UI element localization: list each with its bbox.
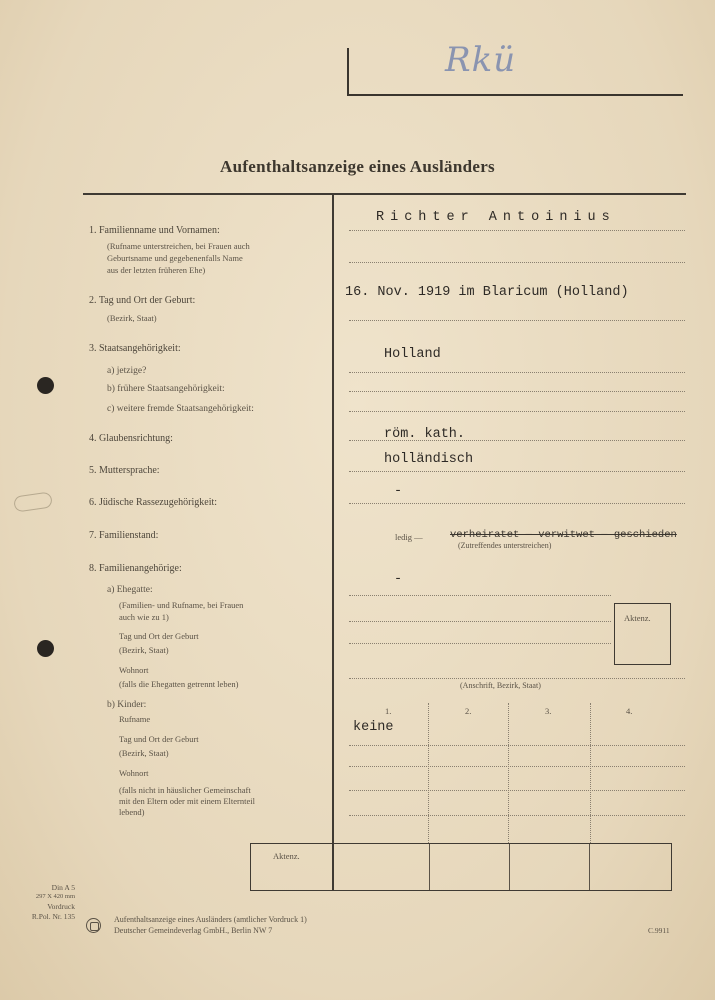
field-8-b-5: (falls nicht in häuslicher Gemeinschaft bbox=[119, 785, 251, 795]
field-8-b-1: Rufname bbox=[119, 714, 151, 724]
footer-line-2: Deutscher Gemeindeverlag GmbH., Berlin NW 7 bbox=[114, 926, 273, 935]
writing-line bbox=[349, 391, 685, 392]
field-3-a: a) jetzige? bbox=[107, 366, 147, 376]
value-children: keine bbox=[353, 720, 394, 735]
column-divider bbox=[332, 194, 334, 891]
field-2-note: (Bezirk, Staat) bbox=[107, 313, 157, 323]
writing-line bbox=[349, 372, 685, 373]
din-format-4: R.Pol. Nr. 135 bbox=[31, 912, 75, 921]
field-8-a-3: Tag und Ort der Geburt bbox=[119, 631, 199, 641]
punch-hole-bottom bbox=[37, 640, 54, 657]
spouse-address-note: (Anschrift, Bezirk, Staat) bbox=[460, 681, 541, 690]
field-8-b-6: mit den Eltern oder mit einem Elternteil bbox=[119, 796, 255, 806]
bottom-box-divider bbox=[509, 844, 510, 890]
field-8-a-4: (Bezirk, Staat) bbox=[119, 645, 169, 655]
writing-line bbox=[349, 643, 611, 644]
marital-ledig: ledig — bbox=[395, 532, 423, 542]
field-8-a-2: auch wie zu 1) bbox=[119, 612, 169, 622]
field-4-label: 4. Glaubensrichtung: bbox=[89, 433, 173, 444]
field-8-a-6: (falls die Ehegatten getrennt leben) bbox=[119, 679, 239, 689]
spouse-aktenz-box bbox=[614, 603, 671, 665]
child-col-3: 3. bbox=[545, 706, 552, 716]
top-bracket-left bbox=[347, 48, 349, 95]
child-col-divider bbox=[428, 703, 429, 843]
field-1-note-2: Geburtsname und gegebenenfalls Name bbox=[107, 253, 243, 263]
publisher-logo bbox=[86, 918, 101, 933]
child-col-1: 1. bbox=[385, 706, 392, 716]
field-5-label: 5. Muttersprache: bbox=[89, 465, 160, 476]
field-8-b-3: (Bezirk, Staat) bbox=[119, 748, 169, 758]
field-8-b-2: Tag und Ort der Geburt bbox=[119, 734, 199, 744]
bottom-box-divider bbox=[429, 844, 430, 890]
writing-line bbox=[349, 766, 685, 767]
value-birth: 16. Nov. 1919 im Blaricum (Holland) bbox=[345, 285, 629, 300]
field-8-label: 8. Familienangehörige: bbox=[89, 563, 182, 574]
writing-line bbox=[349, 745, 685, 746]
value-language: holländisch bbox=[384, 452, 474, 467]
form-code: C.9911 bbox=[648, 926, 670, 935]
bottom-aktenz-box bbox=[250, 843, 672, 891]
din-format-1: Din A 5 bbox=[51, 883, 75, 892]
bottom-box-divider bbox=[589, 844, 590, 890]
marital-crossed-options: verheiratet — verwitwet — geschieden bbox=[450, 529, 677, 541]
value-jewish: - bbox=[394, 484, 403, 499]
din-format-2: 297 X 420 mm bbox=[35, 893, 75, 900]
writing-line bbox=[349, 815, 685, 816]
writing-line bbox=[349, 320, 685, 321]
writing-line bbox=[349, 230, 685, 231]
top-bracket-bottom bbox=[347, 94, 683, 96]
field-8-b: b) Kinder: bbox=[107, 700, 147, 710]
value-spouse: - bbox=[394, 572, 403, 587]
spouse-aktenz-label: Aktenz. bbox=[624, 613, 651, 623]
field-3-label: 3. Staatsangehörigkeit: bbox=[89, 343, 181, 354]
child-col-divider bbox=[508, 703, 509, 843]
header-rule bbox=[83, 193, 686, 195]
field-1-label: 1. Familienname und Vornamen: bbox=[89, 225, 220, 236]
child-col-4: 4. bbox=[626, 706, 633, 716]
writing-line bbox=[349, 595, 611, 596]
field-3-b: b) frühere Staatsangehörigkeit: bbox=[107, 384, 225, 394]
field-8-b-7: lebend) bbox=[119, 807, 145, 817]
child-col-divider bbox=[590, 703, 591, 843]
din-format-3: Vordruck bbox=[47, 902, 75, 911]
page-title: Aufenthaltsanzeige eines Ausländers bbox=[220, 157, 495, 176]
field-8-a: a) Ehegatte: bbox=[107, 585, 153, 595]
field-6-label: 6. Jüdische Rassezugehörigkeit: bbox=[89, 497, 218, 508]
handwritten-signature: Rkü bbox=[445, 40, 517, 80]
writing-line bbox=[349, 262, 685, 263]
value-name: Richter Antoinius bbox=[376, 210, 616, 225]
punch-hole-top bbox=[37, 377, 54, 394]
writing-line bbox=[349, 471, 685, 472]
writing-line bbox=[349, 503, 685, 504]
value-religion: röm. kath. bbox=[384, 427, 466, 442]
paperclip-mark bbox=[13, 491, 53, 512]
field-8-b-4: Wohnort bbox=[119, 768, 149, 778]
field-1-note-3: aus der letzten früheren Ehe) bbox=[107, 265, 206, 275]
writing-line bbox=[349, 621, 611, 622]
field-1-note-1: (Rufname unterstreichen, bei Frauen auch bbox=[107, 241, 250, 251]
writing-line bbox=[349, 678, 685, 679]
marital-note: (Zutreffendes unterstreichen) bbox=[458, 541, 552, 550]
child-col-2: 2. bbox=[465, 706, 472, 716]
field-8-a-1: (Familien- und Rufname, bei Frauen bbox=[119, 600, 244, 610]
field-7-label: 7. Familienstand: bbox=[89, 530, 159, 541]
field-8-a-5: Wohnort bbox=[119, 665, 149, 675]
value-nationality: Holland bbox=[384, 347, 441, 362]
field-2-label: 2. Tag und Ort der Geburt: bbox=[89, 295, 196, 306]
writing-line bbox=[349, 790, 685, 791]
field-3-c: c) weitere fremde Staatsangehörigkeit: bbox=[107, 404, 254, 414]
footer-line-1: Aufenthaltsanzeige eines Ausländers (amtlicher Vordruck 1) bbox=[114, 915, 307, 924]
writing-line bbox=[349, 411, 685, 412]
bottom-aktenz-label: Aktenz. bbox=[273, 851, 300, 861]
